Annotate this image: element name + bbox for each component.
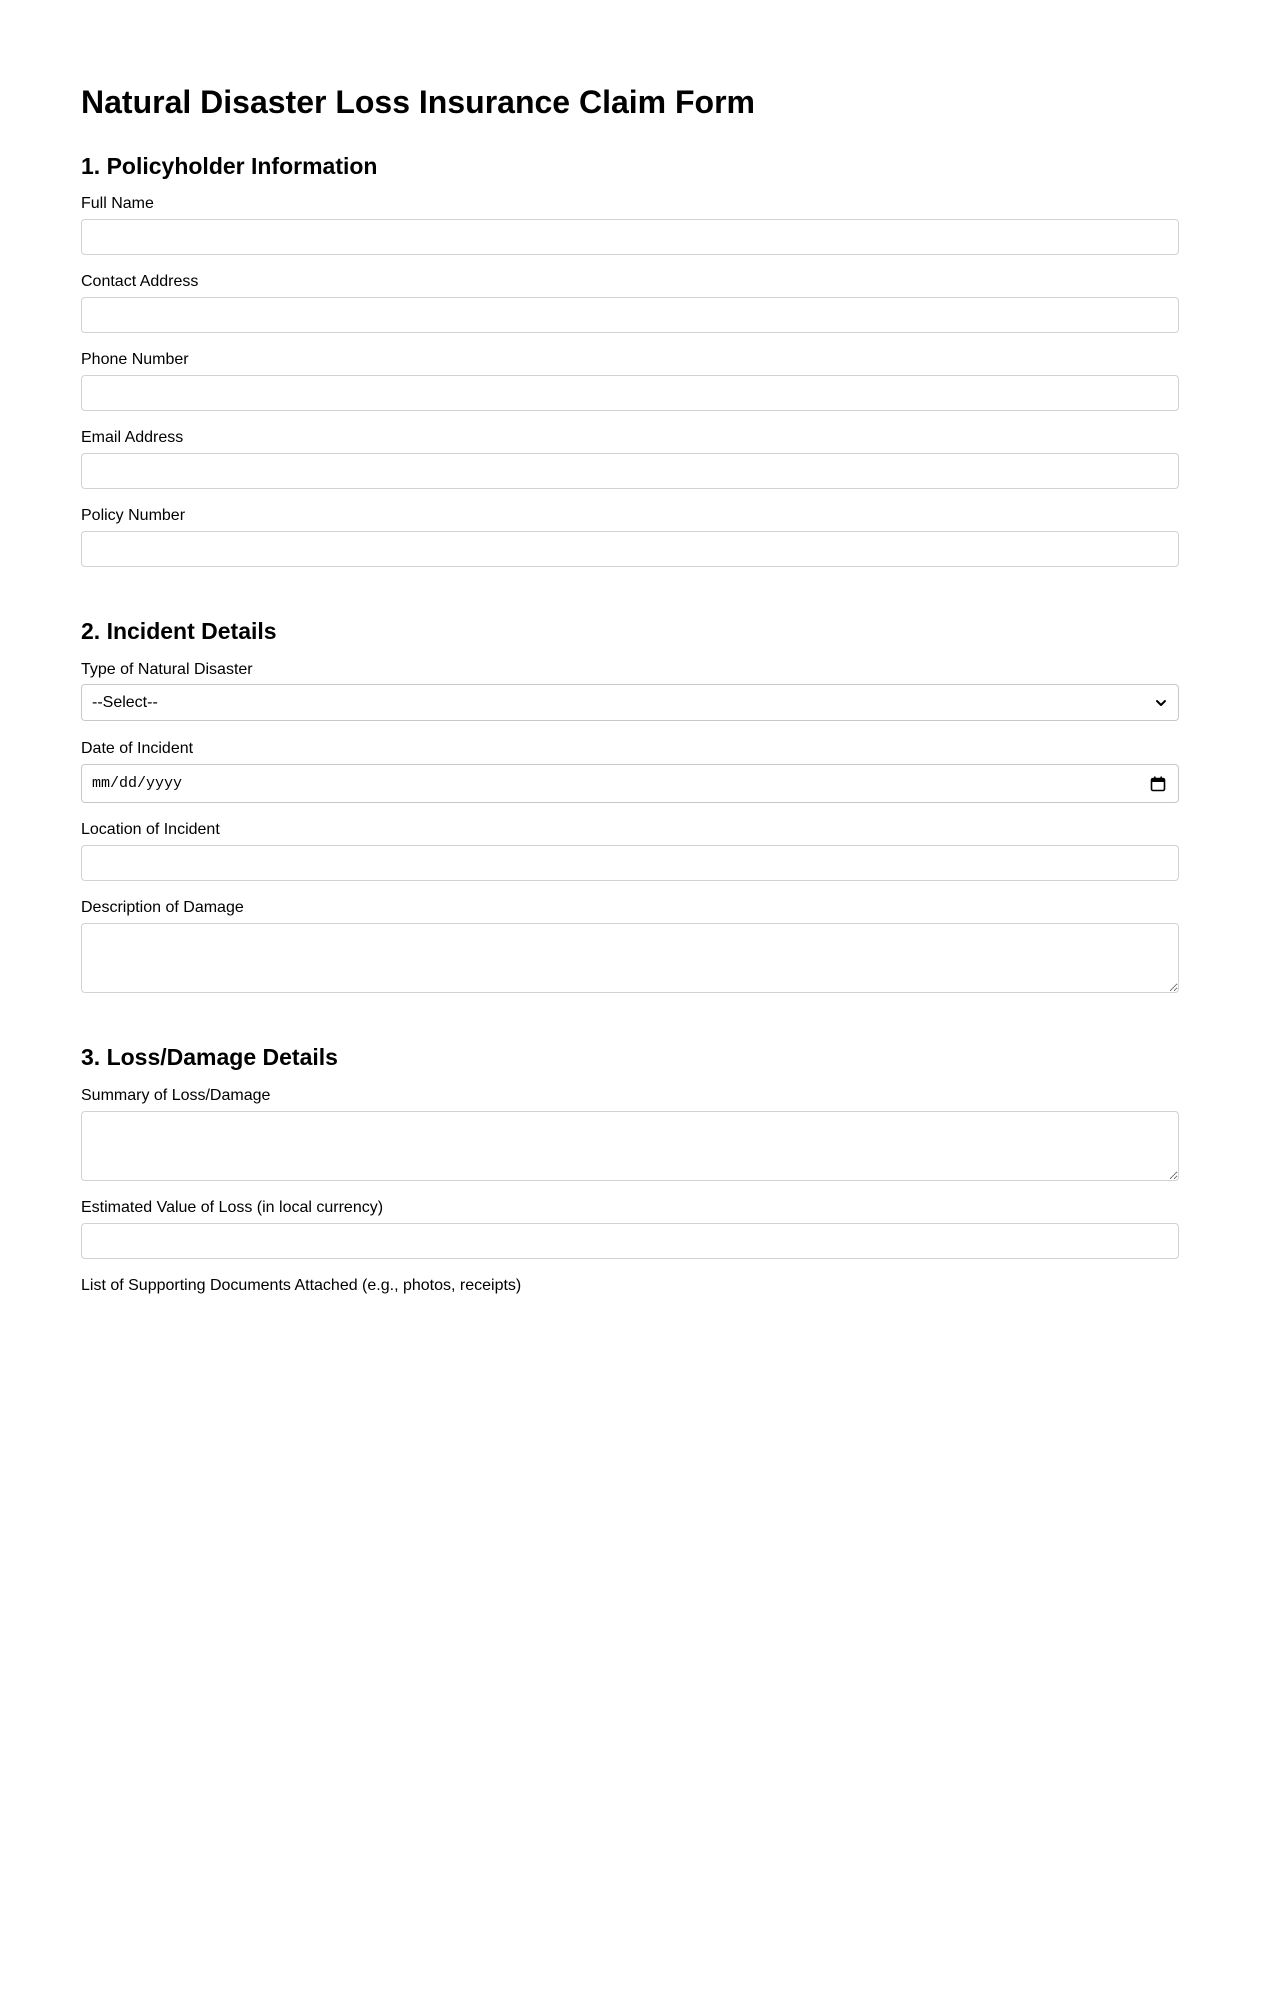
email-address-label: Email Address	[81, 429, 184, 446]
email-address-input[interactable]	[81, 453, 1179, 489]
policy-number-label: Policy Number	[81, 507, 186, 524]
disaster-type-select[interactable]	[81, 684, 1179, 721]
description-of-damage-textarea[interactable]	[81, 923, 1179, 993]
policy-number-input[interactable]	[81, 531, 1179, 567]
contact-address-input[interactable]	[81, 297, 1179, 333]
phone-number-label: Phone Number	[81, 351, 189, 368]
section-heading-incident: 2. Incident Details	[81, 618, 277, 644]
full-name-input[interactable]	[81, 219, 1179, 255]
full-name-label: Full Name	[81, 195, 154, 212]
disaster-type-label: Type of Natural Disaster	[81, 661, 253, 678]
chevron-down-icon	[1154, 696, 1168, 710]
section-heading-loss-damage: 3. Loss/Damage Details	[81, 1044, 338, 1070]
location-of-incident-input[interactable]	[81, 845, 1179, 881]
phone-number-input[interactable]	[81, 375, 1179, 411]
estimated-value-label: Estimated Value of Loss (in local currency)	[81, 1199, 384, 1216]
description-of-damage-label: Description of Damage	[81, 899, 244, 916]
section-heading-policyholder: 1. Policyholder Information	[81, 153, 378, 179]
estimated-value-input[interactable]	[81, 1223, 1179, 1259]
disaster-type-selected-value: --Select--	[92, 693, 158, 711]
contact-address-label: Contact Address	[81, 273, 199, 290]
summary-of-loss-label: Summary of Loss/Damage	[81, 1087, 271, 1104]
summary-of-loss-textarea[interactable]	[81, 1111, 1179, 1181]
calendar-icon[interactable]	[1150, 776, 1166, 792]
location-of-incident-label: Location of Incident	[81, 821, 220, 838]
date-of-incident-input[interactable]	[81, 764, 1179, 803]
summary-of-loss-wrapper	[81, 1111, 1179, 1181]
page-title: Natural Disaster Loss Insurance Claim Form	[81, 84, 755, 120]
date-of-incident-label: Date of Incident	[81, 740, 194, 757]
description-of-damage-wrapper	[81, 923, 1179, 993]
date-placeholder: mm/dd/yyyy	[92, 775, 183, 792]
supporting-documents-label: List of Supporting Documents Attached (e.g., photos, receipts)	[81, 1277, 522, 1294]
